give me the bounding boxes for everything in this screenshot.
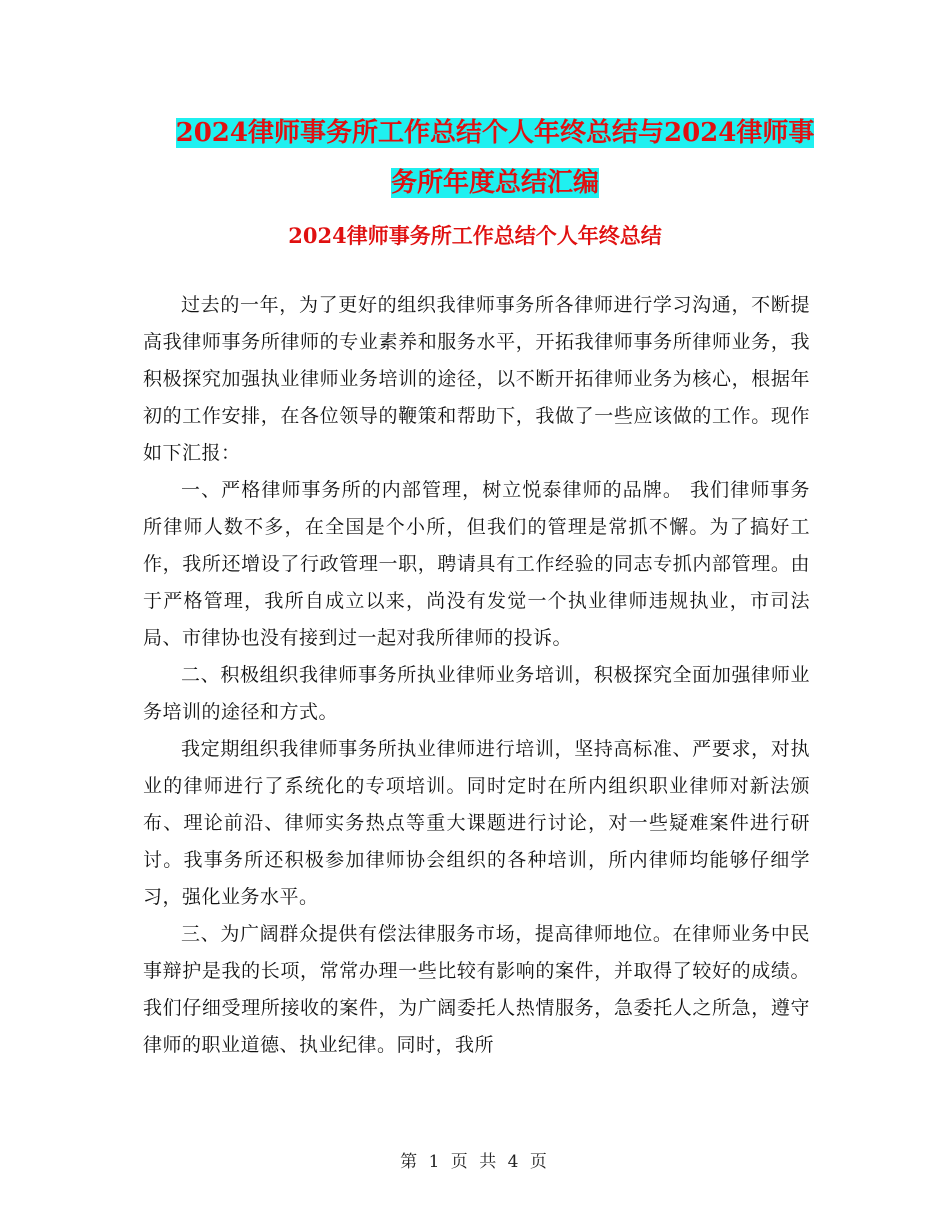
- paragraph-section-1: 一、严格律师事务所的内部管理，树立悦泰律师的品牌。 我们律师事务所律师人数不多，在全国是个小所，但我们的管理是常抓不懈。为了搞好工作，我所还增设了行政管理一职，聘请具有工作经验的同志专抓内部管理。由于严格管理，我所自成立以来，尚没有发觉一个执业律师违规执业，市司法局、市律协也没有接到过一起对我所律师的投诉。: [143, 479, 810, 649]
- paragraph-section-3: 三、为广阔群众提供有偿法律服务市场，提高律师地位。在律师业务中民事辩护是我的长项，常常办理一些比较有影响的案件，并取得了较好的成绩。我们仔细受理所接收的案件，为广阔委托人热情服务，急委托人之所急，遵守律师的职业道德、执业纪律。同时，我所: [143, 923, 810, 1056]
- document-title: [140, 108, 850, 208]
- section-subtitle: 2024律师事务所工作总结个人年终总结: [288, 223, 662, 248]
- paragraph-section-2: 二、积极组织我律师事务所执业律师业务培训，积极探究全面加强律师业务培训的途径和方式。: [143, 664, 810, 723]
- body-text: [143, 287, 810, 1064]
- title-line-2: 务所年度总结汇编: [390, 168, 599, 198]
- title-line-1: 2024律师事务所工作总结个人年终总结与2024律师事: [175, 118, 815, 148]
- paragraph-training: 我定期组织我律师事务所执业律师进行培训，坚持高标准、严要求，对执业的律师进行了系统化的专项培训。同时定时在所内组织职业律师对新法颁布、理论前沿、律师实务热点等重大课题进行讨论，对一些疑难案件进行研讨。我事务所还积极参加律师协会组织的各种培训，所内律师均能够仔细学习，强化业务水平。: [143, 738, 810, 908]
- paragraph-intro: 过去的一年，为了更好的组织我律师事务所各律师进行学习沟通，不断提高我律师事务所律师的专业素养和服务水平，开拓我律师事务所律师业务，我积极探究加强执业律师业务培训的途径，以不断开拓律师业务为核心，根据年初的工作安排，在各位领导的鞭策和帮助下，我做了一些应该做的工作。现作如下汇报：: [143, 294, 810, 464]
- page-footer: 第 1 页 共 4 页: [400, 1152, 550, 1172]
